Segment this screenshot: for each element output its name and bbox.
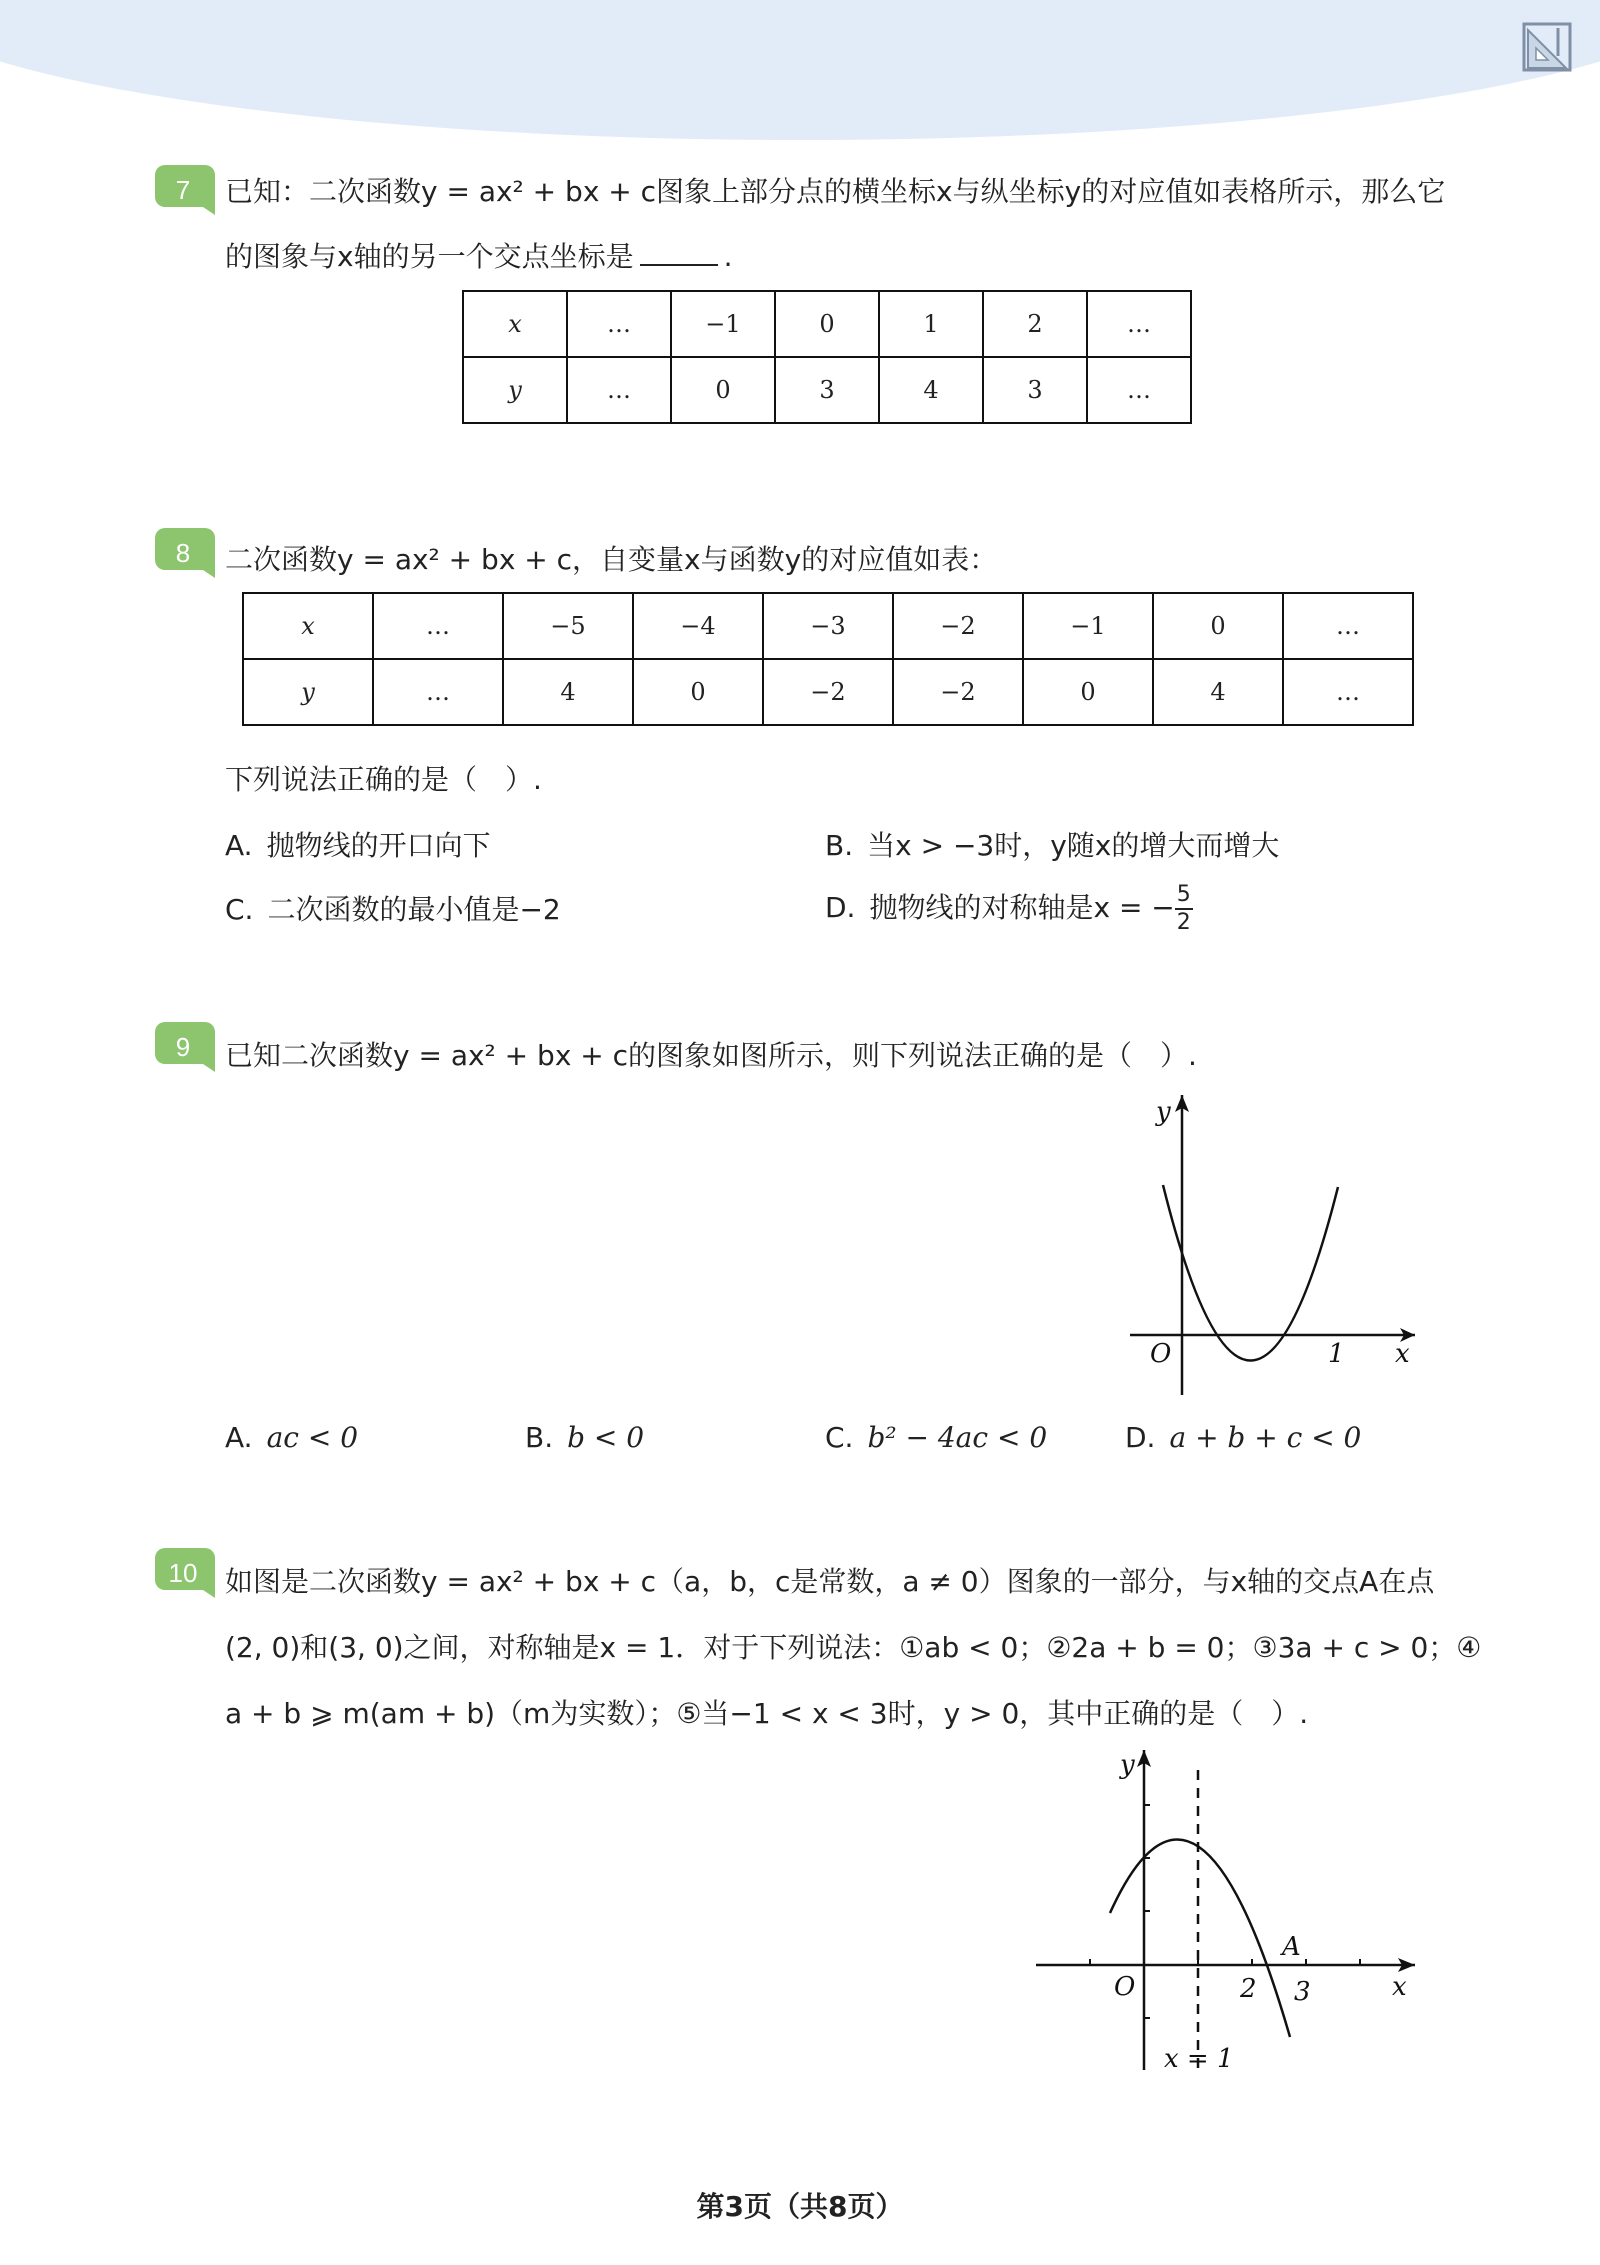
set-square-ruler-icon (1518, 18, 1576, 76)
header-band (0, 0, 1600, 140)
option-b[interactable]: B. 当x > −3时，y随x的增大而增大 (825, 829, 1280, 862)
origin-label: O (1114, 1972, 1136, 2002)
table-cell: 3 (775, 357, 879, 423)
question-7-text-line-2: 的图象与x轴的另一个交点坐标是 . (225, 236, 732, 277)
table-cell: 0 (633, 659, 763, 725)
table-cell: 4 (879, 357, 983, 423)
value-table-q8 (242, 592, 1414, 726)
question-number-badge: 7 (155, 165, 215, 217)
question-number-badge: 10 (155, 1548, 215, 1600)
parabola-graph-q10 (1030, 1745, 1420, 2075)
tick-label-1: 1 (1328, 1339, 1345, 1369)
x-axis-label: x (1395, 1339, 1410, 1369)
table-cell: 0 (775, 291, 879, 357)
y-axis-label: y (1120, 1750, 1135, 1780)
table-cell: 2 (983, 291, 1087, 357)
y-axis-label: y (1156, 1097, 1171, 1127)
table-cell: 1 (879, 291, 983, 357)
table-row (463, 291, 1191, 357)
option-a[interactable]: A. ac < 0 (225, 1421, 359, 1454)
origin-label: O (1150, 1339, 1172, 1369)
parabola-graph-q9 (1120, 1090, 1420, 1400)
table-cell: −2 (893, 659, 1023, 725)
question-9-text: 已知二次函数y = ax² + bx + c的图象如图所示，则下列说法正确的是（ ）. (225, 1039, 1197, 1072)
table-cell: x (243, 593, 373, 659)
table-cell: 3 (983, 357, 1087, 423)
table-cell: … (1087, 291, 1191, 357)
question-number-badge: 8 (155, 528, 215, 580)
option-b[interactable]: B. b < 0 (525, 1421, 645, 1454)
option-c[interactable]: C. 二次函数的最小值是−2 (225, 893, 561, 926)
symmetry-axis-label: x = 1 (1164, 2044, 1234, 2074)
question-10-text-line-1: 如图是二次函数y = ax² + bx + c（a，b，c是常数，a ≠ 0）图象的一部分，与x轴的交点A在点 (225, 1565, 1435, 1598)
table-row (243, 593, 1413, 659)
table-cell: 0 (671, 357, 775, 423)
table-cell: −1 (1023, 593, 1153, 659)
table-cell: … (1087, 357, 1191, 423)
fraction: $\frac{5}{2}$ (1176, 882, 1191, 935)
question-10-text-line-3: a + b ⩾ m(am + b)（m为实数）；⑤当−1 < x < 3时，y > 0，其中正确的是（ ）. (225, 1697, 1309, 1730)
option-d[interactable]: D. 抛物线的对称轴是x = − $\frac{5}{2}$ (825, 882, 1191, 935)
table-cell: y (243, 659, 373, 725)
table-cell: −2 (893, 593, 1023, 659)
table-row (243, 659, 1413, 725)
question-7-text-line-1: 已知：二次函数y = ax² + bx + c图象上部分点的横坐标x与纵坐标y的对应值如表格所示，那么它 (225, 175, 1446, 208)
tick-label-2: 2 (1240, 1974, 1257, 2004)
question-number-badge: 9 (155, 1022, 215, 1074)
table-cell: −4 (633, 593, 763, 659)
question-8-text: 二次函数y = ax² + bx + c，自变量x与函数y的对应值如表： (225, 543, 998, 576)
x-axis-label: x (1392, 1972, 1407, 2002)
table-cell: 4 (503, 659, 633, 725)
table-cell: … (373, 659, 503, 725)
point-a-label: A (1282, 1932, 1301, 1962)
table-cell: … (1283, 593, 1413, 659)
question-8-prompt: 下列说法正确的是（ ）. (225, 763, 542, 796)
option-d[interactable]: D. a + b + c < 0 (1125, 1421, 1362, 1454)
table-cell: −3 (763, 593, 893, 659)
table-cell: … (567, 357, 671, 423)
table-cell: … (567, 291, 671, 357)
table-cell: −5 (503, 593, 633, 659)
page-number: 第3页（共8页） (696, 2190, 904, 2223)
table-cell: 0 (1153, 593, 1283, 659)
table-row (463, 357, 1191, 423)
table-cell: y (463, 357, 567, 423)
table-cell: x (463, 291, 567, 357)
parabola-curve (1110, 1839, 1290, 2037)
table-cell: … (373, 593, 503, 659)
table-cell: 4 (1153, 659, 1283, 725)
tick-label-3: 3 (1294, 1977, 1311, 2007)
option-c[interactable]: C. b² − 4ac < 0 (825, 1421, 1048, 1454)
question-10-text-line-2: (2, 0)和(3, 0)之间，对称轴是x = 1．对于下列说法：①ab < 0；②2a + b = 0；③3a + c > 0；④ (225, 1631, 1482, 1664)
table-cell: −1 (671, 291, 775, 357)
table-cell: 0 (1023, 659, 1153, 725)
table-cell: −2 (763, 659, 893, 725)
table-cell: … (1283, 659, 1413, 725)
option-a[interactable]: A. 抛物线的开口向下 (225, 829, 491, 862)
answer-blank[interactable] (640, 236, 718, 266)
value-table-q7 (462, 290, 1192, 424)
